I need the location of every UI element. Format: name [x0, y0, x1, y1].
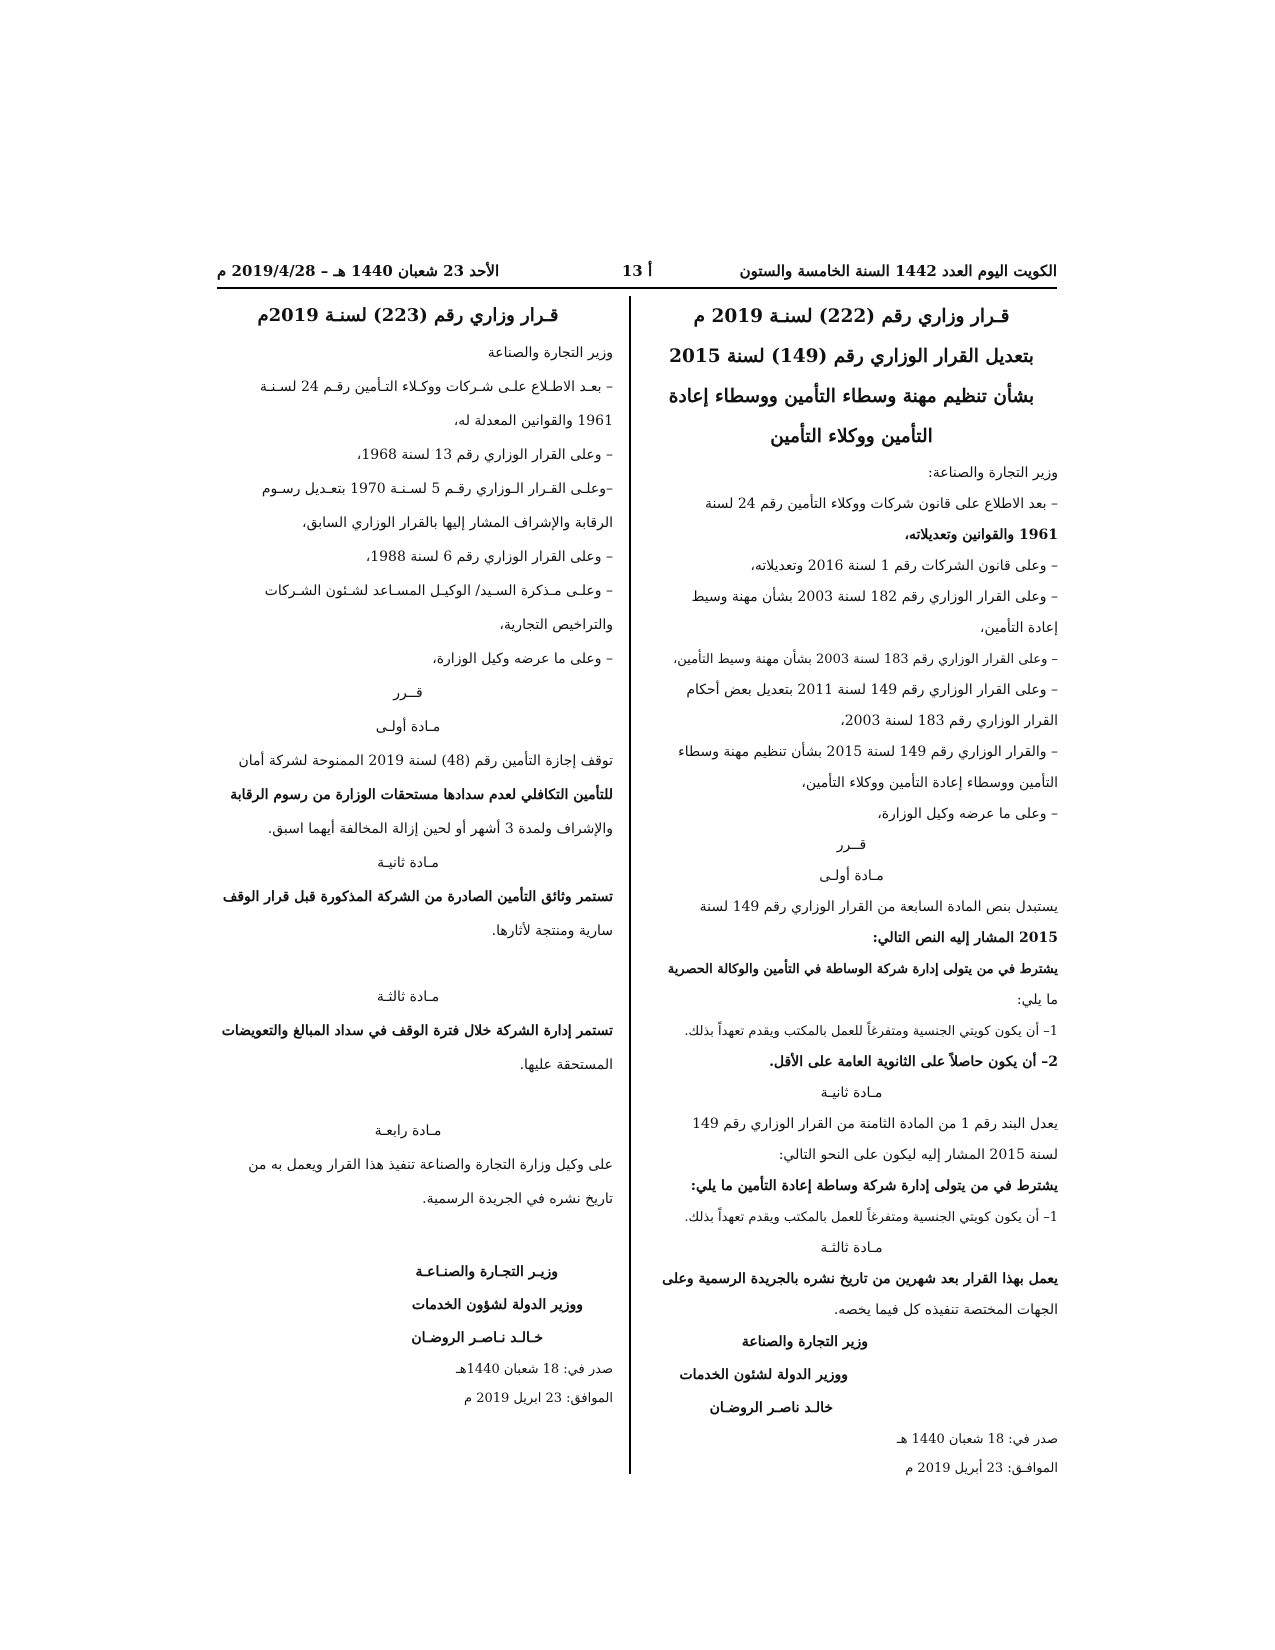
- preamble-line: – وعلى القرار الوزاري رقم 6 لسنة 1988،: [365, 549, 613, 565]
- preamble-line: – وعلـى مـذكرة السـيد/ الوكيـل المسـاعد لشـئون الشـركات: [264, 583, 613, 599]
- preamble-line: التأمين ووسطاء إعادة التأمين ووكلاء التأمين،: [801, 775, 1058, 791]
- corresponding-date: الموافق: 23 ابريل 2019 م: [464, 1391, 613, 1406]
- preamble-line: 1961 والقوانين وتعديلاته،: [904, 527, 1058, 543]
- article-3-heading: مـادة ثالثـة: [820, 1240, 883, 1256]
- article-4-heading: مـادة رابعـة: [374, 1123, 442, 1139]
- preamble-line: – وعلى ما عرضه وكيل الوزارة،: [432, 651, 613, 667]
- running-header: [217, 257, 1057, 285]
- decided-heading: قــرر: [393, 685, 423, 701]
- decision-223-column: [203, 296, 613, 1413]
- preamble-line: وزير التجارة والصناعة:: [928, 465, 1058, 481]
- article-4-text: على وكيل وزارة التجارة والصناعة تنفيذ هذا القرار ويعمل به من: [248, 1157, 613, 1173]
- article-4-text: تاريخ نشره في الجريدة الرسمية.: [422, 1191, 613, 1207]
- article-3-text: يعمل بهذا القرار بعد شهرين من تاريخ نشره بالجريدة الرسمية وعلى: [662, 1271, 1058, 1287]
- article-1-text: يشترط في من يتولى إدارة شركة الوساطة في التأمين والوكالة الحصرية: [667, 962, 1058, 977]
- spacer: [203, 948, 613, 980]
- preamble-line: وزير التجارة والصناعة: [487, 345, 613, 361]
- article-2-text: سارية ومنتجة لأثارها.: [491, 923, 613, 939]
- preamble-line: الرقابة والإشراف المشار إليها بالقرار الوزاري السابق،: [302, 515, 613, 531]
- spacer: [203, 1082, 613, 1114]
- preamble-line: – والقرار الوزاري رقم 149 لسنة 2015 بشأن تنظيم مهنة وسطاء: [678, 744, 1058, 760]
- preamble-line: – بعد الاطلاع على قانون شركات ووكلاء التأمين رقم 24 لسنة: [704, 496, 1058, 512]
- article-2-heading: مـادة ثانيـة: [377, 855, 439, 871]
- header-issue: الكويت اليوم العدد 1442 السنة الخامسة والستون: [739, 262, 1057, 280]
- decision-222-title-1: قـرار وزاري رقم (222) لسنـة 2019 م: [693, 306, 1010, 327]
- preamble-line: – وعلى قانون الشركات رقم 1 لسنة 2016 وتعديلاته،: [750, 558, 1058, 574]
- article-1-text: للتأمين التكافلي لعدم سدادها مستحقات الوزارة من رسوم الرقابة: [230, 787, 613, 803]
- preamble-line: 1961 والقوانين المعدلة له،: [453, 413, 613, 429]
- header-page-number: أ 13: [621, 262, 653, 280]
- article-1-text: 2015 المشار إليه النص التالي:: [872, 930, 1058, 946]
- article-2-text: 1– أن يكون كويتي الجنسية ومتفرغاً للعمل بالمكتب ويقدم تعهداً بذلك.: [684, 1210, 1058, 1225]
- preamble-line: – وعلى القرار الوزاري رقم 149 لسنة 2011 بتعديل بعض أحكام: [686, 682, 1058, 698]
- preamble-line: –وعلـى القـرار الـوزاري رقـم 5 لسـنـة 1970 بتعـديل رسـوم: [261, 481, 613, 497]
- article-3-text: تستمر إدارة الشركة خلال فترة الوقف في سداد المبالغ والتعويضات: [221, 1023, 613, 1039]
- article-1-text: ما يلي:: [1016, 992, 1058, 1008]
- article-2-text: تستمر وثائق التأمين الصادرة من الشركة المذكورة قبل قرار الوقف: [222, 889, 613, 905]
- article-1-text: يستبدل بنص المادة السابعة من القرار الوزاري رقم 149 لسنة: [699, 899, 1058, 915]
- issued-date: صدر في: 18 شعبان 1440هـ: [455, 1362, 613, 1377]
- spacer: [203, 1216, 613, 1256]
- article-1-text: والإشراف ولمدة 3 أشهر أو لحين إزالة المخالفة أيهما اسبق.: [267, 821, 613, 837]
- article-1-text: 1– أن يكون كويتي الجنسية ومتفرغاً للعمل بالمكتب ويقدم تعهداً بذلك.: [684, 1024, 1058, 1039]
- corresponding-date: الموافـق: 23 أبريل 2019 م: [905, 1461, 1058, 1476]
- article-1-heading: مـادة أولـى: [819, 868, 884, 884]
- preamble-line: – وعلى القرار الوزاري رقم 13 لسنة 1968،: [356, 447, 613, 463]
- article-2-heading: مـادة ثانيـة: [820, 1085, 883, 1101]
- decision-222-title-3: بشأن تنظيم مهنة وسطاء التأمين ووسطاء إعادة: [668, 386, 1035, 407]
- signature-title: ووزير الدولة لشئون الخدمات: [679, 1367, 848, 1383]
- article-2-text: يعدل البند رقم 1 من المادة الثامنة من القرار الوزاري رقم 149: [692, 1116, 1058, 1132]
- signature-title: وزير التجارة والصناعة: [741, 1334, 868, 1350]
- preamble-line: القرار الوزاري رقم 183 لسنة 2003،: [840, 713, 1058, 729]
- signature-name: خالـد ناصـر الروضـان: [709, 1400, 833, 1416]
- article-1-text: توقف إجازة التأمين رقم (48) لسنة 2019 الممنوحة لشركة أمان: [238, 753, 613, 769]
- column-divider: [629, 296, 631, 1474]
- issued-date: صدر في: 18 شعبان 1440 هـ: [896, 1432, 1058, 1447]
- preamble-line: إعادة التأمين،: [979, 620, 1058, 636]
- decision-222-title-4: التأمين ووكلاء التأمين: [770, 426, 933, 447]
- article-3-text: المستحقة عليها.: [519, 1057, 613, 1073]
- preamble-line: – وعلى ما عرضه وكيل الوزارة،: [877, 806, 1058, 822]
- signature-name: خـالـد نـاصـر الروضـان: [411, 1330, 543, 1346]
- article-2-text: لسنة 2015 المشار إليه ليكون على النحو التالي:: [778, 1147, 1058, 1163]
- article-2-text: يشترط في من يتولى إدارة شركة وساطة إعادة التأمين ما يلي:: [690, 1178, 1058, 1194]
- preamble-line: – بعـد الاطـلاع علـى شـركات ووكـلاء التـأمين رقـم 24 لسـنـة: [259, 379, 613, 395]
- preamble-line: – وعلى القرار الوزاري رقم 183 لسنة 2003 بشأن مهنة وسيط التأمين،: [673, 652, 1058, 667]
- signature-title: وزيـر التجـارة والصنـاعـة: [415, 1264, 558, 1280]
- article-1-heading: مـادة أولـى: [375, 719, 441, 735]
- article-3-heading: مـادة ثالثـة: [376, 989, 440, 1005]
- header-date: الأحد 23 شعبان 1440 هـ – 2019/4/28 م: [217, 262, 500, 280]
- article-3-text: الجهات المختصة تنفيذه كل فيما يخصه.: [833, 1302, 1058, 1318]
- decision-223-title: قـرار وزاري رقم (223) لسنـة 2019م: [257, 305, 559, 326]
- decision-222-title-2: بتعديل القرار الوزاري رقم (149) لسنة 2015: [669, 346, 1034, 367]
- decided-heading: قــرر: [836, 837, 867, 853]
- header-rule: [217, 287, 1057, 289]
- article-1-text: 2– أن يكون حاصلاً على الثانوية العامة على الأقل.: [769, 1054, 1058, 1070]
- decision-222-column: [645, 296, 1058, 1483]
- preamble-line: والتراخيص التجارية،: [499, 617, 613, 633]
- preamble-line: – وعلى القرار الوزاري رقم 182 لسنة 2003 بشأن مهنة وسيط: [691, 589, 1058, 605]
- signature-title: ووزير الدولة لشؤون الخدمات: [411, 1297, 583, 1313]
